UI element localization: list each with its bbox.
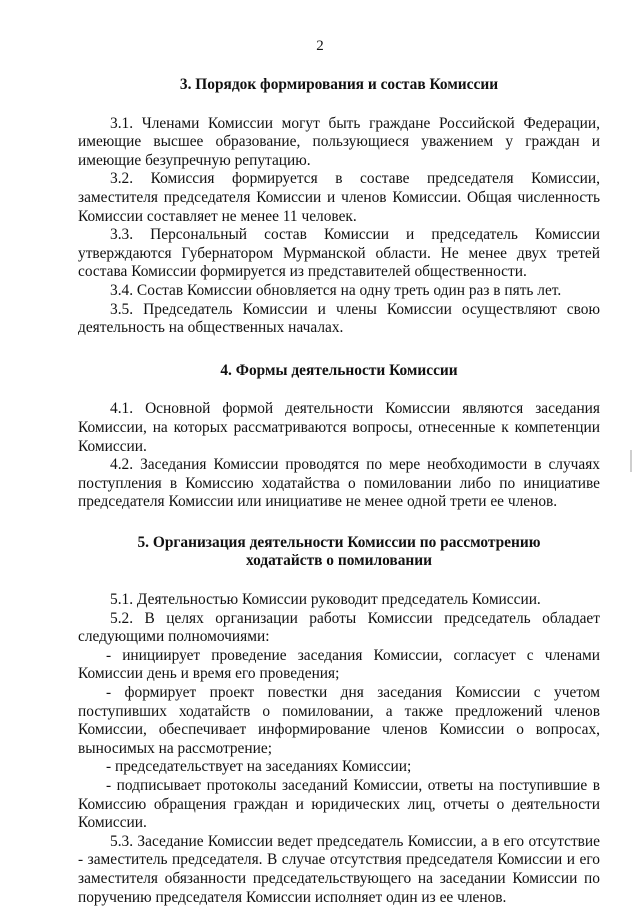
paragraph-3-1: 3.1. Членами Комиссии могут быть граждане Российской Федерации, имеющие высшее образование, пользующиеся уважением у граждан и имеющие безупречную репутацию. bbox=[78, 114, 600, 169]
page-number: 2 bbox=[316, 38, 324, 54]
paragraph-3-4: 3.4. Состав Комиссии обновляется на одну треть один раз в пять лет. bbox=[110, 281, 562, 299]
paragraph-3-3: 3.3. Персональный состав Комиссии и председатель Комиссии утверждаются Губернатором Мурманской области. Не менее двух третей состава Комиссии формируется из представителей общественности. bbox=[78, 226, 600, 281]
paragraph-3-5: 3.5. Председатель Комиссии и члены Комиссии осуществляют свою деятельность на общественных началах. bbox=[78, 300, 600, 337]
paragraph-3-2: 3.2. Комиссия формируется в составе председателя Комиссии, заместителя председателя Комиссии и членов Комиссии. Общая численность Комиссии составляет не менее 11 человек. bbox=[78, 170, 600, 225]
scan-margin-mark bbox=[630, 450, 632, 472]
section-5-heading-line-1: 5. Организация деятельности Комиссии по рассмотрению bbox=[137, 533, 541, 551]
list-item-powers-4: - подписывает протоколы заседаний Комиссии, ответы на поступившие в Комиссию обращения граждан и юридических лиц, отчеты о деятельности Комиссии. bbox=[78, 777, 600, 832]
section-3-heading: 3. Порядок формирования и состав Комиссии bbox=[179, 76, 499, 93]
paragraph-4-2: 4.2. Заседания Комиссии проводятся по мере необходимости в случаях поступления в Комиссию ходатайства о помиловании либо по инициативе председателя Комиссии или инициативе не менее одной трети ее членов. bbox=[78, 456, 600, 511]
paragraph-5-1: 5.1. Деятельностью Комиссии руководит председатель Комиссии. bbox=[110, 591, 541, 609]
paragraph-4-1: 4.1. Основной формой деятельности Комиссии являются заседания Комиссии, на которых рассматриваются вопросы, отнесенные к компетенции Комиссии. bbox=[78, 400, 600, 455]
section-5-heading-line-2: ходатайств о помиловании bbox=[245, 552, 433, 570]
section-3 bbox=[78, 76, 600, 338]
list-item-powers-2: - формирует проект повестки дня заседания Комиссии с учетом поступивших ходатайств о помиловании, а также предложений членов Комиссии, обеспечивает информирование членов Комиссии о вопросах, выносимых на рассмотрение; bbox=[78, 684, 600, 757]
paragraph-5-2: 5.2. В целях организации работы Комиссии председатель обладает следующими полномочиями: bbox=[78, 609, 600, 646]
section-4-heading: 4. Формы деятельности Комиссии bbox=[220, 361, 458, 379]
paragraph-5-3: 5.3. Заседание Комиссии ведет председатель Комиссии, а в его отсутствие - заместитель председателя. В случае отсутствия председателя Комиссии и его заместителя обязанности председательствующего на заседании Комиссии по поручению председателя Комиссии исполняет один из ее членов. bbox=[78, 832, 600, 906]
list-item-powers-3: - председательствует на заседаниях Комиссии; bbox=[106, 758, 412, 776]
document-body bbox=[78, 76, 600, 907]
list-item-powers-1: - инициирует проведение заседания Комиссии, согласует с членами Комиссии день и время его проведения; bbox=[78, 646, 600, 683]
section-5 bbox=[78, 534, 600, 907]
section-4 bbox=[78, 362, 600, 512]
